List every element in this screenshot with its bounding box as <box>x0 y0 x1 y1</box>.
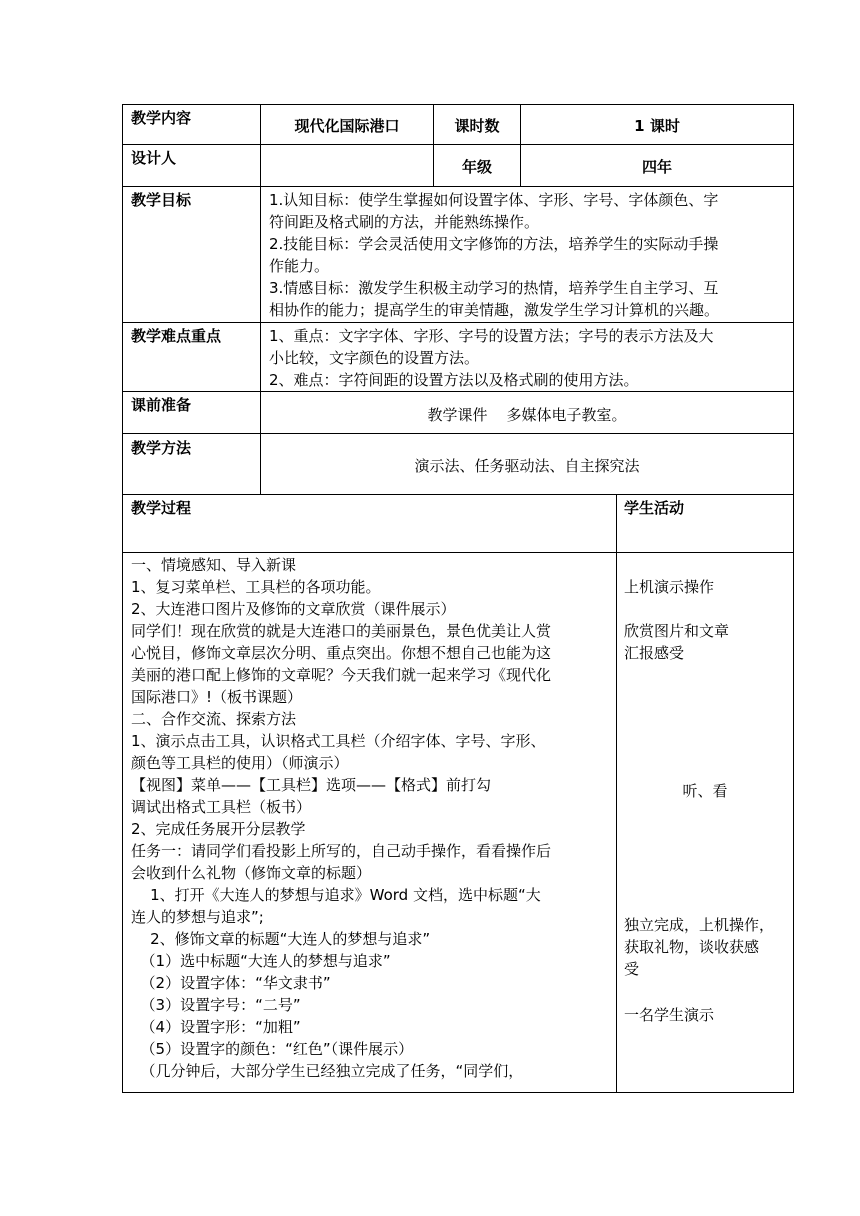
process-line: 二、合作交流、探索方法 <box>131 710 297 728</box>
objectives-line: 相协作的能力；提高学生的审美情趣，激发学生学习计算机的兴趣。 <box>269 301 720 319</box>
objectives-line: 作能力。 <box>269 257 330 275</box>
process-line: 同学们！现在欣赏的就是大连港口的美丽景色，景色优美让人赏 <box>131 622 552 640</box>
activity-independent-1: 独立完成，上机操作， <box>624 916 775 934</box>
activity-demo: 上机演示操作 <box>624 578 715 596</box>
key-points-line: 小比较，文字颜色的设置方法。 <box>269 349 480 367</box>
process-line: （4）设置字形：“加粗” <box>131 1018 301 1036</box>
process-line: 国际港口》!（板书课题） <box>131 688 303 706</box>
process-line: （3）设置字号：“二号” <box>131 996 301 1014</box>
activity-independent-2: 获取礼物，谈收获感 <box>624 938 760 956</box>
process-line: 一、情境感知、导入新课 <box>131 556 297 574</box>
process-line: （2）设置字体：“华文隶书” <box>131 974 331 992</box>
content-value: 现代化国际港口 <box>294 117 400 135</box>
key-points-line: 1、重点：文字字体、字形、字号的设置方法；字号的表示方法及大 <box>269 327 714 345</box>
activity-label: 学生活动 <box>624 499 685 517</box>
method-label: 教学方法 <box>131 439 192 457</box>
process-line: 调试出格式工具栏（板书） <box>131 798 312 816</box>
process-line: 美丽的港口配上修饰的文章呢？今天我们就一起来学习《现代化 <box>131 666 552 684</box>
preparation-value: 教学课件 多媒体电子教室。 <box>427 406 627 424</box>
process-label: 教学过程 <box>131 499 192 517</box>
process-line: 1、打开《大连人的梦想与追求》Word 文档，选中标题“大 <box>131 886 541 904</box>
activity-independent-3: 受 <box>624 960 640 978</box>
process-text <box>131 554 551 1082</box>
process-line: （几分钟后，大部分学生已经独立完成了任务，“同学们， <box>131 1062 524 1080</box>
grade-value: 四年 <box>641 158 672 176</box>
objectives-label: 教学目标 <box>131 191 192 209</box>
key-points-line: 2、难点：字符间距的设置方法以及格式刷的使用方法。 <box>269 371 639 389</box>
process-line: 2、大连港口图片及修饰的文章欣赏（课件展示） <box>131 600 456 618</box>
process-line: 2、修饰文章的标题“大连人的梦想与追求” <box>131 930 431 948</box>
objectives-line: 3.情感目标：激发学生积极主动学习的热情，培养学生自主学习、互 <box>269 279 719 297</box>
process-line: 颜色等工具栏的使用）（师演示） <box>131 754 349 772</box>
key-points-text <box>269 325 714 391</box>
activity-listen: 听、看 <box>682 782 728 800</box>
preparation-label: 课前准备 <box>131 396 192 414</box>
process-line: 2、完成任务展开分层教学 <box>131 820 306 838</box>
process-line: 1、复习菜单栏、工具栏的各项功能。 <box>131 578 381 596</box>
hours-label: 课时数 <box>454 117 500 135</box>
process-line: （5）设置字的颜色：“红色”（课件展示） <box>131 1040 414 1058</box>
grade-label: 年级 <box>461 158 492 176</box>
objectives-line: 符间距及格式刷的方法，并能熟练操作。 <box>269 213 540 231</box>
content-label: 教学内容 <box>131 109 192 127</box>
process-line: 心悦目，修饰文章层次分明、重点突出。你想不想自己也能为这 <box>131 644 552 662</box>
key-points-label: 教学难点重点 <box>131 327 222 345</box>
process-line: （1）选中标题“大连人的梦想与追求” <box>131 952 391 970</box>
process-line: 连人的梦想与追求”; <box>131 908 264 926</box>
process-line: 会收到什么礼物（修饰文章的标题） <box>131 864 372 882</box>
method-value: 演示法、任务驱动法、自主探究法 <box>414 457 640 475</box>
activity-student-demo: 一名学生演示 <box>624 1006 715 1024</box>
activity-appreciate: 欣赏图片和文章 <box>624 622 730 640</box>
objectives-line: 2.技能目标：学会灵活使用文字修饰的方法，培养学生的实际动手操 <box>269 235 719 253</box>
process-line: 任务一：请同学们看投影上所写的，自己动手操作，看看操作后 <box>131 842 552 860</box>
objectives-text <box>269 189 719 321</box>
designer-label: 设计人 <box>131 149 177 167</box>
activity-report: 汇报感受 <box>624 644 685 662</box>
process-line: 1、演示点击工具，认识格式工具栏（介绍字体、字号、字形、 <box>131 732 546 750</box>
process-line: 【视图】菜单——【工具栏】选项——【格式】前打勾 <box>131 776 492 794</box>
hours-value: 1 课时 <box>634 117 680 135</box>
objectives-line: 1.认知目标：使学生掌握如何设置字体、字形、字号、字体颜色、字 <box>269 191 719 209</box>
